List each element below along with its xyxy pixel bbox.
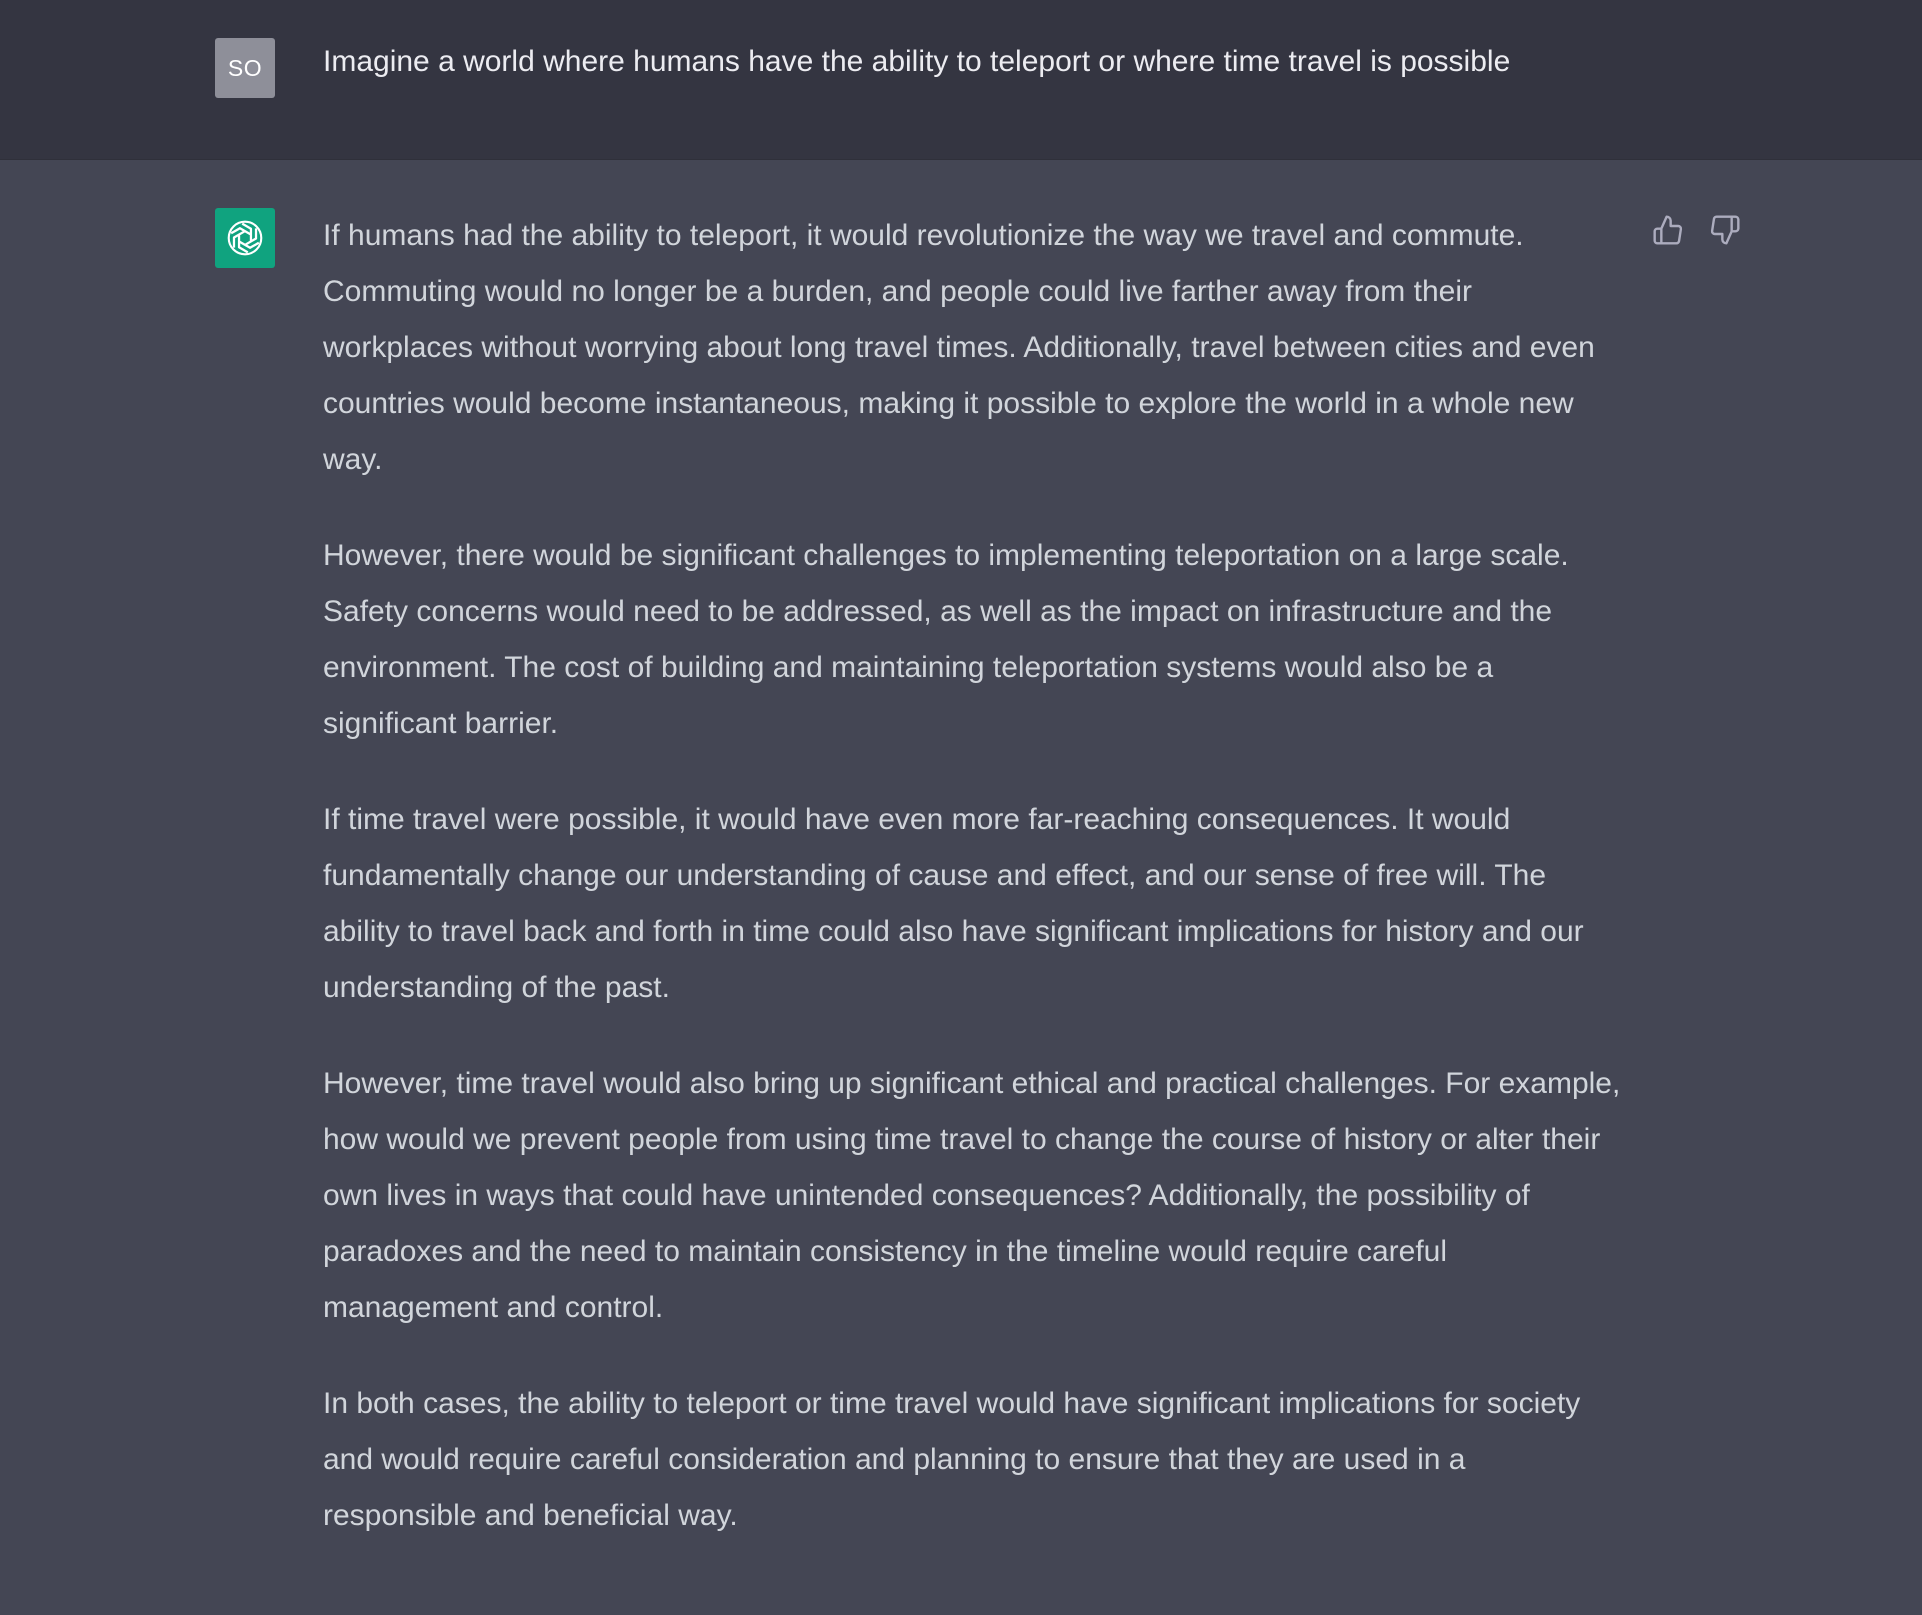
- thumbs-down-button[interactable]: [1705, 210, 1745, 250]
- thumbs-up-button[interactable]: [1648, 210, 1688, 250]
- user-avatar-initials: SO: [227, 54, 263, 81]
- assistant-message-row: [0, 160, 1922, 1615]
- response-paragraph: However, there would be significant challenges to implementing teleportation on a large scale. Safety concerns would need to be addressed, as well as the impact on infrastructure and the environment. The cost of building and maintaining teleportation systems would also be a significant barrier.: [323, 539, 1569, 740]
- assistant-avatar: [215, 208, 275, 268]
- thumbs-up-icon: [1652, 214, 1684, 246]
- response-paragraph: However, time travel would also bring up significant ethical and practical challenges. For example, how would we prevent people from using time travel to change the course of history or alter their own lives in ways that could have unintended consequences? Additionally, the possibility of paradoxes and the need to maintain consistency in the timeline would require careful management and control.: [323, 1067, 1621, 1324]
- user-prompt-text: Imagine a world where humans have the ability to teleport or where time travel is possible: [323, 45, 1511, 78]
- response-paragraph: If time travel were possible, it would have even more far-reaching consequences. It would fundamentally change our understanding of cause and effect, and our sense of free will. The ability to travel back and forth in time could also have significant implications for history and our understanding of the past.: [323, 803, 1584, 1004]
- response-paragraph: In both cases, the ability to teleport or time travel would have significant implications for society and would require careful consideration and planning to ensure that they are used in a responsible and beneficial way.: [323, 1387, 1581, 1532]
- openai-logo-icon: [224, 217, 266, 259]
- user-message-row: [0, 0, 1922, 160]
- user-avatar: [215, 38, 275, 98]
- thumbs-down-icon: [1709, 214, 1741, 246]
- assistant-response: [323, 208, 1623, 1584]
- response-paragraph: If humans had the ability to teleport, it would revolutionize the way we travel and commute. Commuting would no longer be a burden, and people could live farther away from their workplaces without worrying about long travel times. Additionally, travel between cities and even countries would become instantaneous, making it possible to explore the world in a whole new way.: [323, 219, 1595, 476]
